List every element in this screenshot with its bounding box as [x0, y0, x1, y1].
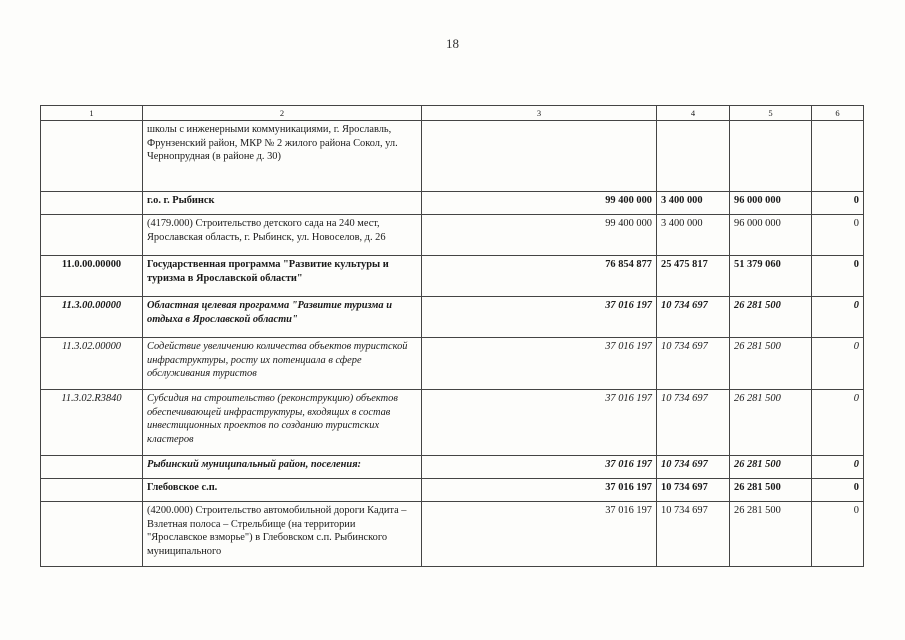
table-row: [41, 390, 864, 456]
table-row: [41, 338, 864, 390]
amount-cell: 99 400 000: [422, 192, 657, 215]
header-cell: 1: [41, 106, 143, 121]
name-cell: Субсидия на строительство (реконструкцию) объектов обеспечивающей инфраструктуры, входящих в состав инвестиционных проектов по созданию туристских кластеров: [143, 390, 422, 456]
amount-cell: 26 281 500: [730, 338, 812, 390]
amount-cell: 0: [812, 456, 864, 479]
table-row: [41, 121, 864, 192]
amount-cell: 10 734 697: [657, 479, 730, 502]
table-header-row: [41, 106, 864, 121]
header-cell: 6: [812, 106, 864, 121]
budget-table: [40, 105, 864, 567]
code-cell: [41, 192, 143, 215]
amount-cell: 10 734 697: [657, 502, 730, 567]
amount-cell: 26 281 500: [730, 297, 812, 338]
code-cell: [41, 479, 143, 502]
amount-cell: 3 400 000: [657, 192, 730, 215]
header-cell: 4: [657, 106, 730, 121]
table-row: [41, 456, 864, 479]
code-cell: [41, 502, 143, 567]
amount-cell: 96 000 000: [730, 192, 812, 215]
header-cell: 5: [730, 106, 812, 121]
name-cell: (4200.000) Строительство автомобильной дороги Кадита – Взлетная полоса – Стрельбище (на территории "Ярославское взморье") в Глебовском с.п. Рыбинского муниципального: [143, 502, 422, 567]
amount-cell: 0: [812, 502, 864, 567]
amount-cell: 10 734 697: [657, 338, 730, 390]
amount-cell: 0: [812, 338, 864, 390]
code-cell: [41, 121, 143, 192]
amount-cell: 10 734 697: [657, 390, 730, 456]
amount-cell: 26 281 500: [730, 456, 812, 479]
table-row: [41, 256, 864, 297]
amount-cell: 0: [812, 256, 864, 297]
amount-cell: 10 734 697: [657, 456, 730, 479]
amount-cell: [422, 121, 657, 192]
amount-cell: 25 475 817: [657, 256, 730, 297]
amount-cell: 37 016 197: [422, 297, 657, 338]
table-row: [41, 297, 864, 338]
header-cell: 3: [422, 106, 657, 121]
amount-cell: [657, 121, 730, 192]
table-row: [41, 215, 864, 256]
amount-cell: 37 016 197: [422, 479, 657, 502]
amount-cell: 96 000 000: [730, 215, 812, 256]
amount-cell: 0: [812, 215, 864, 256]
amount-cell: 51 379 060: [730, 256, 812, 297]
amount-cell: 10 734 697: [657, 297, 730, 338]
amount-cell: 37 016 197: [422, 338, 657, 390]
name-cell: Рыбинский муниципальный район, поселения:: [143, 456, 422, 479]
name-cell: Содействие увеличению количества объектов туристской инфраструктуры, росту их потенциала в сфере обслуживания туристов: [143, 338, 422, 390]
name-cell: Государственная программа "Развитие культуры и туризма в Ярославской области": [143, 256, 422, 297]
code-cell: 11.3.00.00000: [41, 297, 143, 338]
name-cell: Глебовское с.п.: [143, 479, 422, 502]
amount-cell: 26 281 500: [730, 502, 812, 567]
name-cell: г.о. г. Рыбинск: [143, 192, 422, 215]
amount-cell: 0: [812, 297, 864, 338]
code-cell: 11.3.02.00000: [41, 338, 143, 390]
amount-cell: 37 016 197: [422, 456, 657, 479]
code-cell: [41, 215, 143, 256]
header-cell: 2: [143, 106, 422, 121]
code-cell: [41, 456, 143, 479]
amount-cell: 99 400 000: [422, 215, 657, 256]
amount-cell: 0: [812, 479, 864, 502]
name-cell: (4179.000) Строительство детского сада на 240 мест, Ярославская область, г. Рыбинск, ул. Новоселов, д. 26: [143, 215, 422, 256]
amount-cell: [812, 121, 864, 192]
amount-cell: 37 016 197: [422, 502, 657, 567]
table-row: [41, 192, 864, 215]
name-cell: Областная целевая программа "Развитие туризма и отдыха в Ярославской области": [143, 297, 422, 338]
code-cell: 11.3.02.R3840: [41, 390, 143, 456]
amount-cell: 0: [812, 390, 864, 456]
amount-cell: 3 400 000: [657, 215, 730, 256]
amount-cell: 76 854 877: [422, 256, 657, 297]
table-row: [41, 502, 864, 567]
amount-cell: 0: [812, 192, 864, 215]
table-row: [41, 479, 864, 502]
page-number: 18: [446, 36, 459, 51]
name-cell: школы с инженерными коммуникациями, г. Ярославль, Фрунзенский район, МКР № 2 жилого района Сокол, ул. Чернопрудная (в районе д. 30): [143, 121, 422, 192]
amount-cell: 26 281 500: [730, 479, 812, 502]
amount-cell: [730, 121, 812, 192]
amount-cell: 26 281 500: [730, 390, 812, 456]
amount-cell: 37 016 197: [422, 390, 657, 456]
code-cell: 11.0.00.00000: [41, 256, 143, 297]
